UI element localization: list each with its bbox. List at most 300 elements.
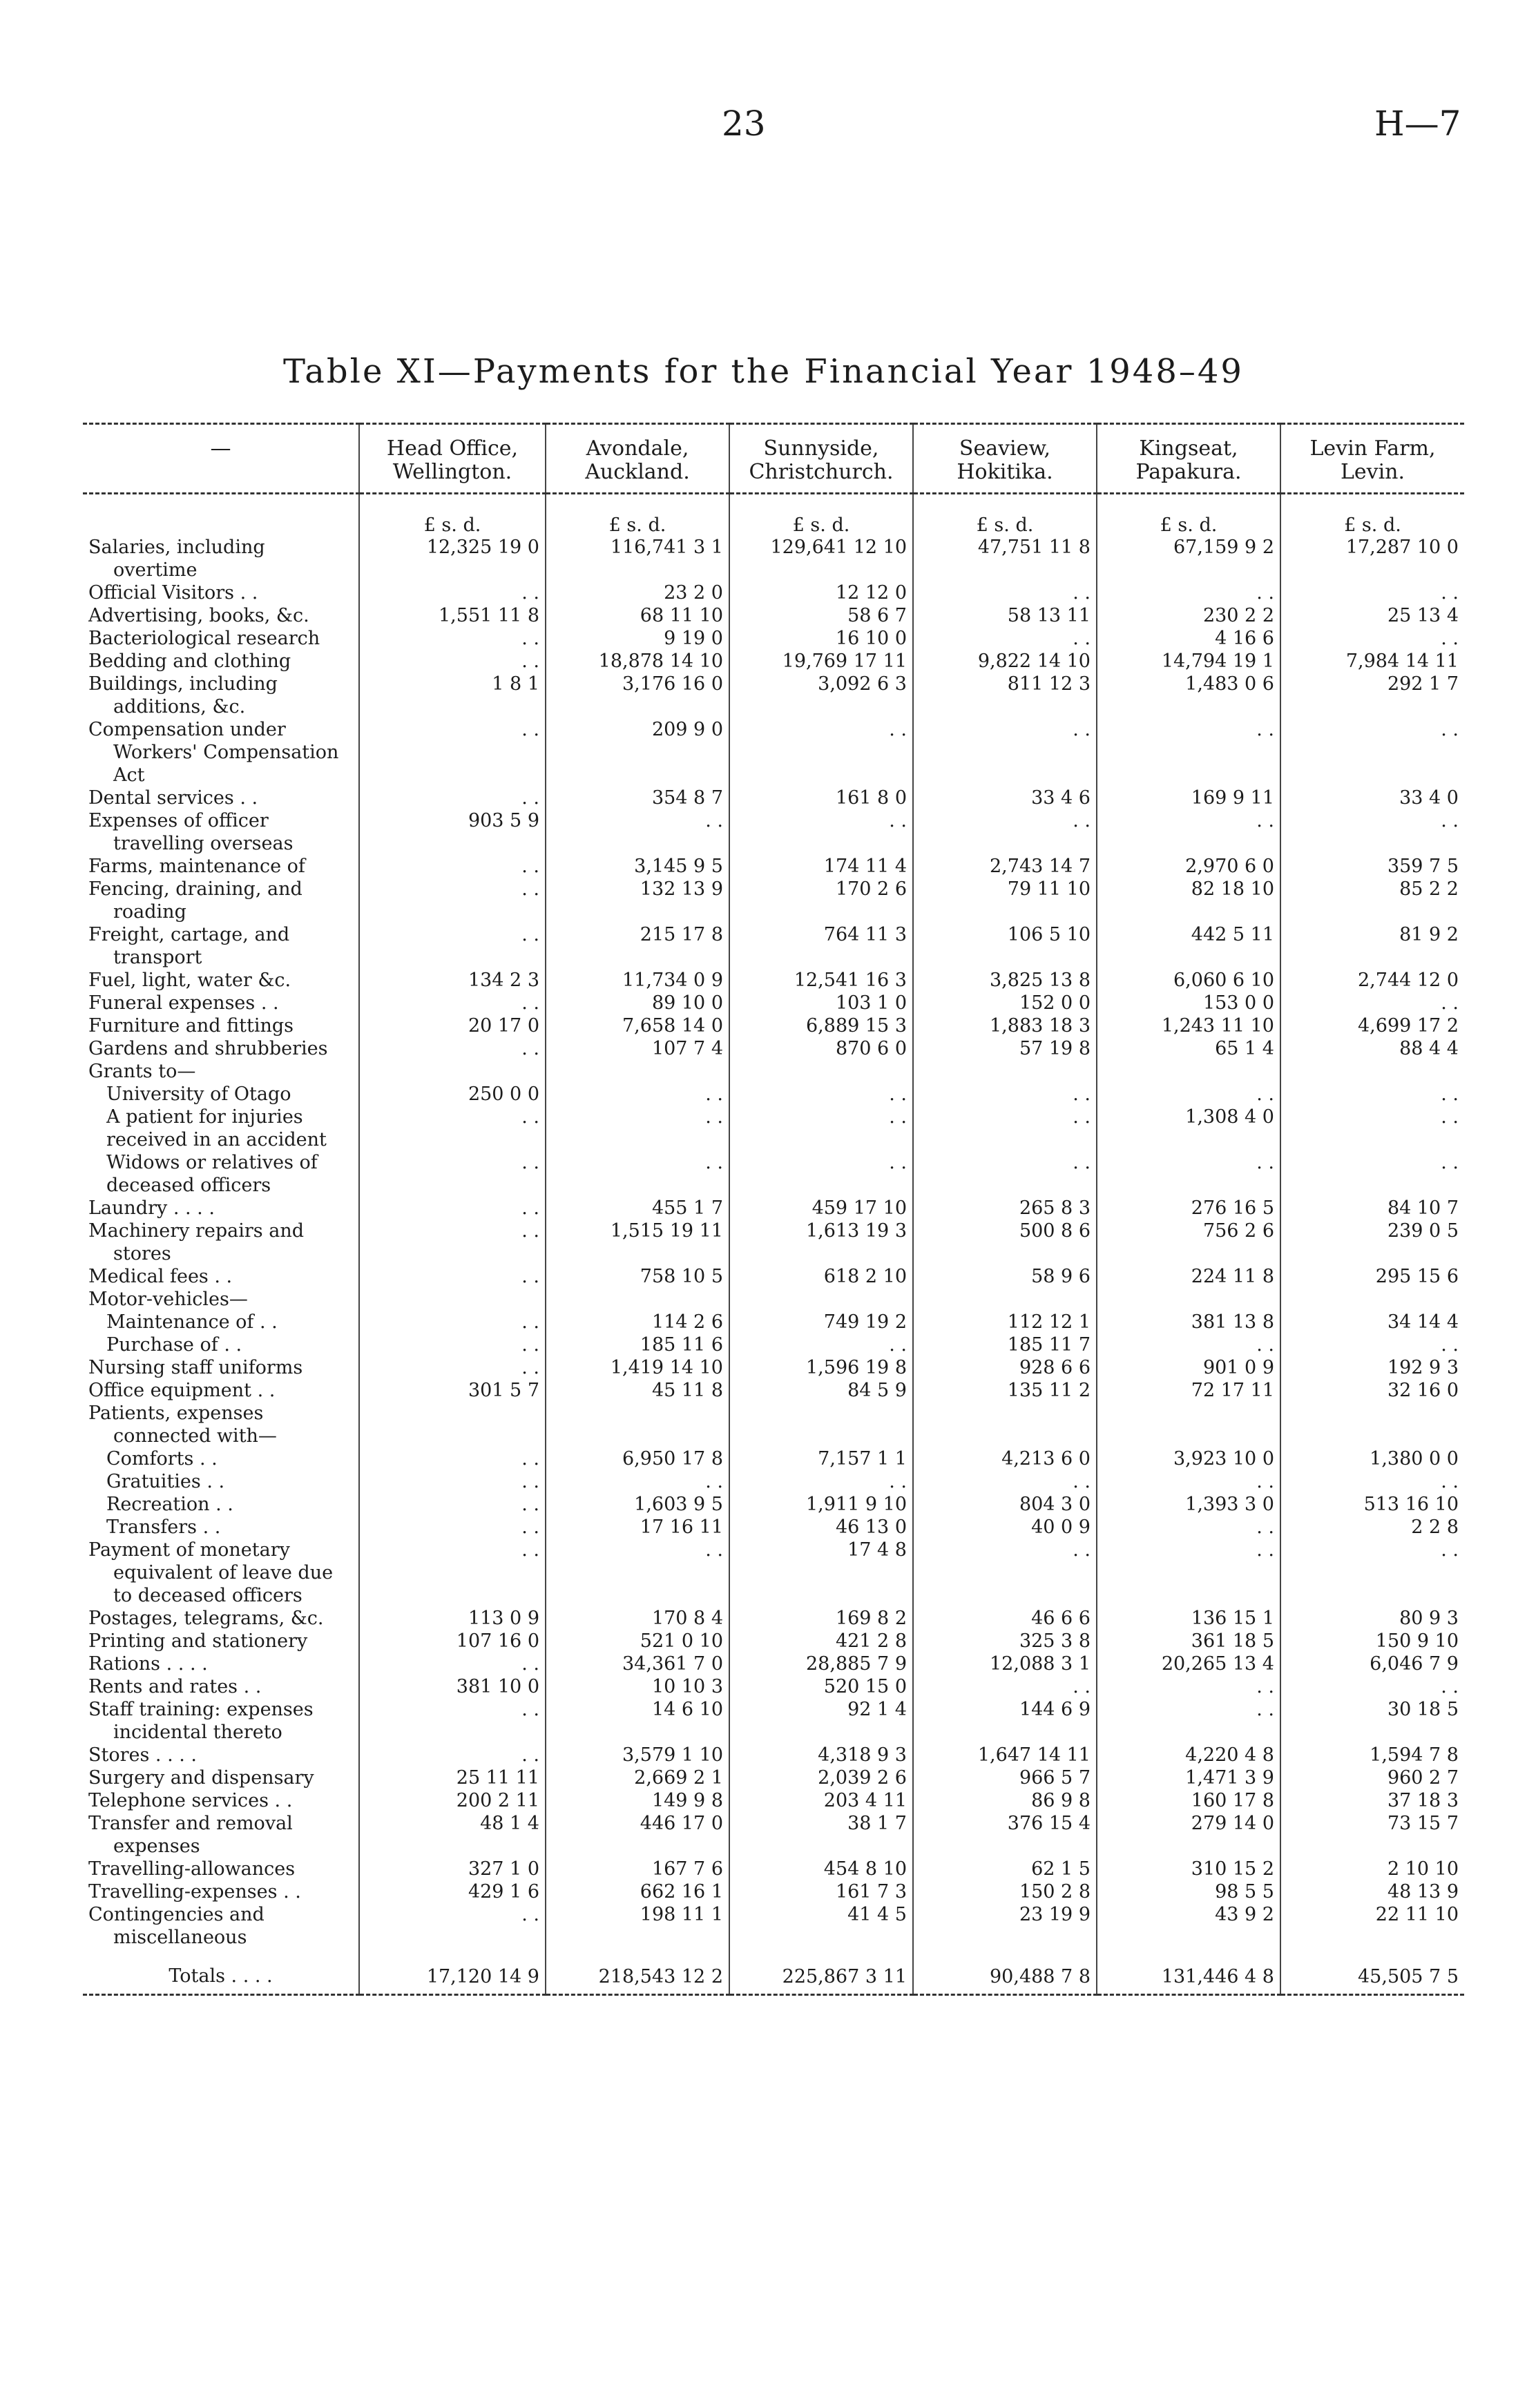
cell-value: 2 2 8 [1280,1516,1464,1539]
cell-value: . . [359,1037,546,1060]
table-row [83,1812,1464,1858]
units-label: £ s. d. [1097,494,1280,537]
cell-value: . . [359,1333,546,1356]
cell-value: 2,744 12 0 [1280,969,1464,992]
cell-value: . . [1280,1333,1464,1356]
table-row [83,1447,1464,1470]
cell-value: 1,393 3 0 [1097,1493,1280,1516]
cell-value: 758 10 5 [546,1265,729,1288]
cell-value: . . [1097,1151,1280,1197]
cell-value: 58 9 6 [913,1265,1097,1288]
cell-value: 203 4 11 [729,1789,913,1812]
cell-value: 41 4 5 [729,1903,913,1949]
cell-value: 756 2 6 [1097,1220,1280,1265]
column-header: Sunnyside, Christchurch. [729,424,913,494]
cell-value: . . [359,1220,546,1265]
cell-value: 25 11 11 [359,1766,546,1789]
cell-value: 1,243 11 10 [1097,1014,1280,1037]
cell-value: 12,541 16 3 [729,969,913,992]
cell-value: 192 9 3 [1280,1356,1464,1379]
column-header: Avondale, Auckland. [546,424,729,494]
table-row [83,718,1464,787]
cell-value: 85 2 2 [1280,878,1464,923]
cell-value: . . [913,1106,1097,1151]
cell-value: 6,889 15 3 [729,1014,913,1037]
row-label: Rents and rates . . [88,1676,262,1697]
cell-value: . . [546,809,729,855]
row-label: Payment of monetary equivalent of leave due to deceased officers [88,1539,334,1606]
cell-value: 45 11 8 [546,1379,729,1402]
cell-value: . . [359,1197,546,1220]
cell-value: 4,213 6 0 [913,1447,1097,1470]
cell-value: 3,145 9 5 [546,855,729,878]
table-row [83,1675,1464,1698]
cell-value: 901 0 9 [1097,1356,1280,1379]
row-label: Office equipment . . [88,1380,276,1401]
cell-value: . . [359,1539,546,1607]
cell-value: 160 17 8 [1097,1789,1280,1812]
cell-value: 136 15 1 [1097,1607,1280,1630]
cell-value: 4 16 6 [1097,627,1280,650]
row-label: Maintenance of . . [106,1311,278,1333]
cell-value: 662 16 1 [546,1880,729,1903]
row-label: Bacteriological research [88,628,320,649]
cell-value: 33 4 6 [913,787,1097,809]
cell-value: 12,325 19 0 [359,536,546,581]
cell-value: 4,318 9 3 [729,1744,913,1766]
cell-value: 34,361 7 0 [546,1653,729,1675]
row-label: Buildings, including additions, &c. [88,673,278,717]
row-label: Fuel, light, water &c. [88,970,291,991]
cell-value: 966 5 7 [913,1766,1097,1789]
cell-value: 454 8 10 [729,1858,913,1880]
cell-value: 152 0 0 [913,992,1097,1014]
cell-value: 928 6 6 [913,1356,1097,1379]
row-label: Nursing staff uniforms [88,1357,303,1378]
cell-value: 3,579 1 10 [546,1744,729,1766]
row-label: Rations . . . . [88,1653,208,1675]
cell-value: 1,551 11 8 [359,604,546,627]
cell-value: 170 8 4 [546,1607,729,1630]
cell-value: 67,159 9 2 [1097,536,1280,581]
row-label: Compensation under Workers' Compensation Act [88,719,339,786]
cell-value: 129,641 12 10 [729,536,913,581]
table-row [83,1744,1464,1766]
cell-value: . . [1097,1083,1280,1106]
table-row [83,1698,1464,1744]
row-label: Comforts . . [106,1448,218,1470]
cell-value: 500 8 6 [913,1220,1097,1265]
cell-value: 359 7 5 [1280,855,1464,878]
cell-value [1280,1288,1464,1311]
cell-value: 10 10 3 [546,1675,729,1698]
cell-value: 28,885 7 9 [729,1653,913,1675]
cell-value: . . [913,718,1097,787]
cell-value: 46 6 6 [913,1607,1097,1630]
row-label: Gardens and shrubberies [88,1038,328,1059]
cell-value: . . [359,1903,546,1949]
cell-value: 161 8 0 [729,787,913,809]
cell-value [546,1060,729,1083]
cell-value: 376 15 4 [913,1812,1097,1858]
cell-value: 455 1 7 [546,1197,729,1220]
row-label: Purchase of . . [106,1334,242,1356]
table-row [83,1311,1464,1333]
cell-value: 103 1 0 [729,992,913,1014]
table-row [83,1493,1464,1516]
cell-value [1097,1402,1280,1447]
cell-value: . . [359,1516,546,1539]
cell-value [1280,1060,1464,1083]
cell-value: 265 8 3 [913,1197,1097,1220]
cell-value: . . [913,1675,1097,1698]
document-reference: H—7 [1374,104,1461,144]
cell-value: 250 0 0 [359,1083,546,1106]
cell-value: 20,265 13 4 [1097,1653,1280,1675]
cell-value: . . [1097,718,1280,787]
cell-value: 150 2 8 [913,1880,1097,1903]
row-label: Gratuities . . [106,1471,225,1492]
cell-value: 239 0 5 [1280,1220,1464,1265]
cell-value: 960 2 7 [1280,1766,1464,1789]
table-row [83,809,1464,855]
cell-value: . . [359,1265,546,1288]
cell-value: 107 16 0 [359,1630,546,1653]
row-label: Recreation . . [106,1494,233,1515]
cell-value: . . [729,1333,913,1356]
cell-value: . . [1097,1698,1280,1744]
table-row [83,1151,1464,1197]
row-label: Grants to— [88,1061,196,1082]
cell-value: . . [1280,1675,1464,1698]
table-row [83,1470,1464,1493]
cell-value: 521 0 10 [546,1630,729,1653]
cell-value: 48 1 4 [359,1812,546,1858]
cell-value [1097,1060,1280,1083]
cell-value: . . [913,1539,1097,1607]
cell-value: 17 4 8 [729,1539,913,1607]
cell-value: 150 9 10 [1280,1630,1464,1653]
cell-value: 25 13 4 [1280,604,1464,627]
cell-value: 17 16 11 [546,1516,729,1539]
cell-value: . . [729,718,913,787]
cell-value: . . [729,1470,913,1493]
row-label: Travelling-expenses . . [88,1881,301,1903]
cell-value: 3,176 16 0 [546,673,729,718]
column-header-row [83,424,1464,494]
table-row [83,536,1464,581]
total-value: 131,446 4 8 [1097,1949,1280,1995]
row-label: Patients, expenses connected with— [88,1403,277,1447]
cell-value: . . [359,1698,546,1744]
row-label: Laundry . . . . [88,1197,215,1219]
cell-value: 20 17 0 [359,1014,546,1037]
row-label: Contingencies and miscellaneous [88,1904,265,1948]
cell-value: . . [359,787,546,809]
cell-value: 2,970 6 0 [1097,855,1280,878]
cell-value: . . [546,1151,729,1197]
cell-value: . . [359,1493,546,1516]
cell-value: 1 8 1 [359,673,546,718]
total-value: 45,505 7 5 [1280,1949,1464,1995]
cell-value: . . [913,627,1097,650]
cell-value: 18,878 14 10 [546,650,729,673]
cell-value: 98 5 5 [1097,1880,1280,1903]
cell-value: 112 12 1 [913,1311,1097,1333]
cell-value: 6,060 6 10 [1097,969,1280,992]
cell-value: 22 11 10 [1280,1903,1464,1949]
cell-value: 1,594 7 8 [1280,1744,1464,1766]
cell-value: 47,751 11 8 [913,536,1097,581]
cell-value: 1,596 19 8 [729,1356,913,1379]
cell-value: 442 5 11 [1097,923,1280,969]
table-row [83,1037,1464,1060]
row-label: Fencing, draining, and roading [88,878,302,923]
cell-value: 116,741 3 1 [546,536,729,581]
row-label: Surgery and dispensary [88,1767,314,1789]
cell-value: 89 10 0 [546,992,729,1014]
cell-value: 14,794 19 1 [1097,650,1280,673]
cell-value: 161 7 3 [729,1880,913,1903]
cell-value: 446 17 0 [546,1812,729,1858]
cell-value: 381 10 0 [359,1675,546,1698]
cell-value: . . [359,1311,546,1333]
cell-value: 459 17 10 [729,1197,913,1220]
table-row [83,787,1464,809]
cell-value: 3,923 10 0 [1097,1447,1280,1470]
cell-value: 185 11 7 [913,1333,1097,1356]
cell-value: 310 15 2 [1097,1858,1280,1880]
cell-value: . . [1280,581,1464,604]
cell-value: 65 1 4 [1097,1037,1280,1060]
cell-value: 9 19 0 [546,627,729,650]
cell-value: . . [1280,992,1464,1014]
cell-value: 34 14 4 [1280,1311,1464,1333]
table-row [83,673,1464,718]
cell-value: 12 12 0 [729,581,913,604]
cell-value: . . [546,1083,729,1106]
row-label: Printing and stationery [88,1630,308,1652]
cell-value: . . [546,1539,729,1607]
cell-value: 1,471 3 9 [1097,1766,1280,1789]
cell-value: . . [913,809,1097,855]
cell-value: . . [1097,1516,1280,1539]
cell-value: 292 1 7 [1280,673,1464,718]
cell-value: 1,603 9 5 [546,1493,729,1516]
units-label: £ s. d. [546,494,729,537]
cell-value: 32 16 0 [1280,1379,1464,1402]
cell-value [546,1288,729,1311]
cell-value: 82 18 10 [1097,878,1280,923]
cell-value [1097,1288,1280,1311]
cell-value: 279 14 0 [1097,1812,1280,1858]
units-row [83,494,1464,537]
row-label: Stores . . . . [88,1744,198,1766]
cell-value: 46 13 0 [729,1516,913,1539]
cell-value [359,1402,546,1447]
cell-value: . . [913,1470,1097,1493]
cell-value: 230 2 2 [1097,604,1280,627]
row-label: Machinery repairs and stores [88,1220,305,1264]
cell-value: . . [359,855,546,878]
cell-value: 153 0 0 [1097,992,1280,1014]
column-header: Levin Farm, Levin. [1280,424,1464,494]
column-header: Seaview, Hokitika. [913,424,1097,494]
cell-value: . . [1097,1333,1280,1356]
cell-value: . . [913,1083,1097,1106]
table-row [83,1402,1464,1447]
cell-value: 749 19 2 [729,1311,913,1333]
cell-value: 72 17 11 [1097,1379,1280,1402]
cell-value: . . [729,1083,913,1106]
table-row [83,650,1464,673]
table-row [83,1653,1464,1675]
row-label: Transfer and removal expenses [88,1813,293,1857]
table-row [83,1197,1464,1220]
page-number: 23 [722,104,766,144]
cell-value: . . [1097,1470,1280,1493]
cell-value: 57 19 8 [913,1037,1097,1060]
cell-value: 804 3 0 [913,1493,1097,1516]
cell-value: 513 16 10 [1280,1493,1464,1516]
cell-value: 198 11 1 [546,1903,729,1949]
cell-value: 167 7 6 [546,1858,729,1880]
row-label: University of Otago [106,1083,291,1105]
cell-value: 107 7 4 [546,1037,729,1060]
row-label: Travelling-allowances [88,1858,296,1880]
cell-value [913,1060,1097,1083]
cell-value: 79 11 10 [913,878,1097,923]
cell-value: 327 1 0 [359,1858,546,1880]
cell-value: 870 6 0 [729,1037,913,1060]
cell-value: . . [1280,809,1464,855]
cell-value: 1,308 4 0 [1097,1106,1280,1151]
row-label: Postages, telegrams, &c. [88,1608,324,1629]
cell-value: 62 1 5 [913,1858,1097,1880]
cell-value: 86 9 8 [913,1789,1097,1812]
cell-value: 381 13 8 [1097,1311,1280,1333]
cell-value [729,1288,913,1311]
cell-value: . . [546,1106,729,1151]
cell-value: . . [1280,718,1464,787]
cell-value: . . [1280,1539,1464,1607]
cell-value: 354 8 7 [546,787,729,809]
cell-value: 361 18 5 [1097,1630,1280,1653]
cell-value: 429 1 6 [359,1880,546,1903]
row-label: Dental services . . [88,787,258,809]
table-row [83,1083,1464,1106]
cell-value: 43 9 2 [1097,1903,1280,1949]
cell-value: . . [359,923,546,969]
cell-value: 295 15 6 [1280,1265,1464,1288]
cell-value: . . [1097,809,1280,855]
units-label: £ s. d. [1280,494,1464,537]
cell-value: . . [546,1470,729,1493]
cell-value: 149 9 8 [546,1789,729,1812]
row-label: Medical fees . . [88,1266,233,1287]
table-row [83,1630,1464,1653]
table-row [83,581,1464,604]
cell-value: . . [1097,1675,1280,1698]
cell-value: 23 2 0 [546,581,729,604]
cell-value [913,1402,1097,1447]
cell-value: 1,613 19 3 [729,1220,913,1265]
cell-value: . . [359,1470,546,1493]
cell-value: . . [359,650,546,673]
total-value: 17,120 14 9 [359,1949,546,1995]
cell-value: 301 5 7 [359,1379,546,1402]
table-row [83,1607,1464,1630]
table-row [83,878,1464,923]
cell-value: 421 2 8 [729,1630,913,1653]
table-row [83,1539,1464,1607]
table-body [83,536,1464,1949]
cell-value: . . [359,627,546,650]
cell-value: . . [359,1106,546,1151]
cell-value: . . [359,992,546,1014]
table-row [83,1220,1464,1265]
table-row [83,1789,1464,1812]
table-row [83,1265,1464,1288]
row-label: Transfers . . [106,1516,221,1538]
cell-value: 33 4 0 [1280,787,1464,809]
cell-value: 11,734 0 9 [546,969,729,992]
cell-value: 88 4 4 [1280,1037,1464,1060]
cell-value: 7,984 14 11 [1280,650,1464,673]
table-row [83,923,1464,969]
totals-label: Totals . . . . [83,1949,359,1995]
cell-value: . . [359,878,546,923]
cell-value: 135 11 2 [913,1379,1097,1402]
units-label: £ s. d. [729,494,913,537]
row-label: Funeral expenses . . [88,992,279,1014]
cell-value: 1,647 14 11 [913,1744,1097,1766]
cell-value: 6,950 17 8 [546,1447,729,1470]
row-label: Advertising, books, &c. [88,605,309,626]
cell-value: 1,515 19 11 [546,1220,729,1265]
cell-value: 38 1 7 [729,1812,913,1858]
cell-value: 2 10 10 [1280,1858,1464,1880]
cell-value: 16 10 0 [729,627,913,650]
column-header: Head Office, Wellington. [359,424,546,494]
cell-value: 73 15 7 [1280,1812,1464,1858]
cell-value: 2,669 2 1 [546,1766,729,1789]
row-label: Freight, cartage, and transport [88,924,290,968]
cell-value: 169 8 2 [729,1607,913,1630]
cell-value: 3,825 13 8 [913,969,1097,992]
payments-table [83,423,1464,1996]
cell-value: 811 12 3 [913,673,1097,718]
cell-value: 40 0 9 [913,1516,1097,1539]
cell-value: . . [359,718,546,787]
cell-value: 68 11 10 [546,604,729,627]
cell-value: 2,743 14 7 [913,855,1097,878]
cell-value: 7,157 1 1 [729,1447,913,1470]
cell-value: 48 13 9 [1280,1880,1464,1903]
cell-value: 325 3 8 [913,1630,1097,1653]
cell-value: 903 5 9 [359,809,546,855]
cell-value: 106 5 10 [913,923,1097,969]
table-row [83,1288,1464,1311]
cell-value: . . [1280,1106,1464,1151]
table-row [83,1903,1464,1949]
cell-value: 58 13 11 [913,604,1097,627]
cell-value: . . [359,1447,546,1470]
row-label: Salaries, including overtime [88,537,265,581]
cell-value: . . [359,581,546,604]
cell-value: 4,220 4 8 [1097,1744,1280,1766]
cell-value: 12,088 3 1 [913,1653,1097,1675]
